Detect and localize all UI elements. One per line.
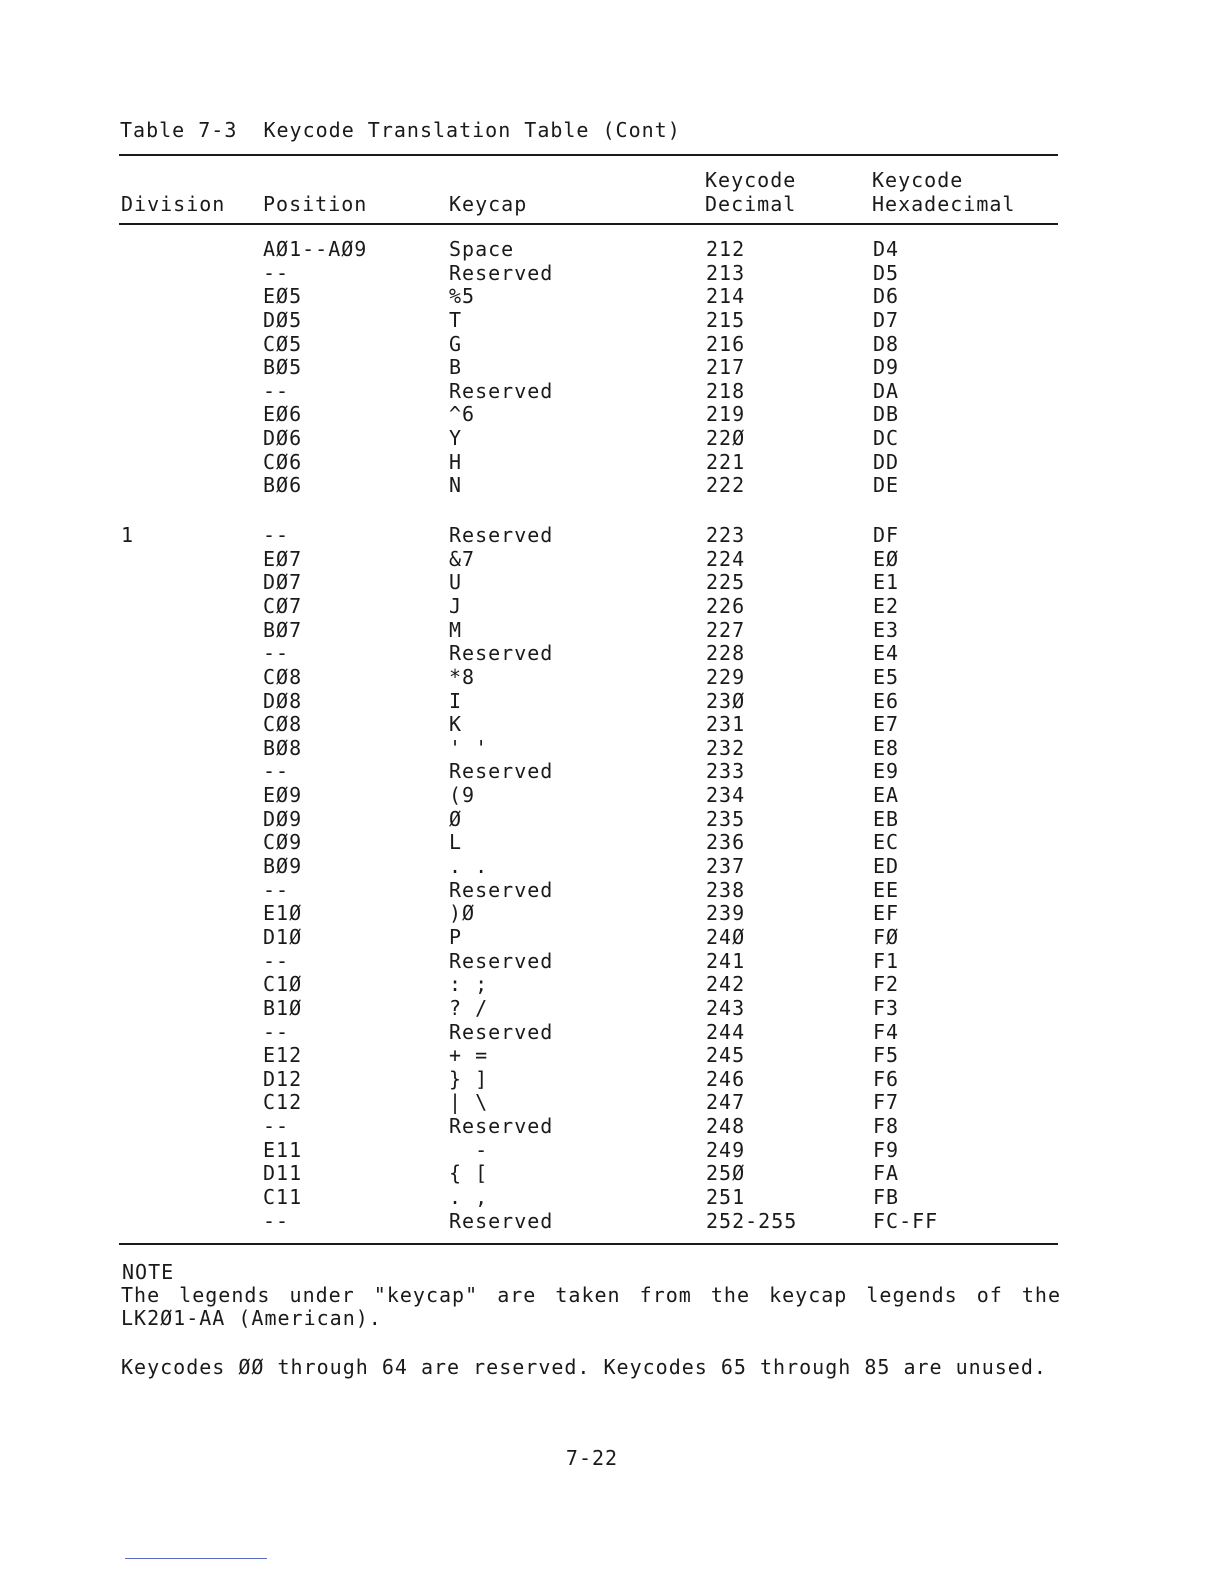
cell-decimal: 241: [706, 948, 746, 973]
cell-decimal: 227: [706, 617, 746, 642]
cell-position: BØ5: [263, 355, 303, 380]
cell-keycap: M: [449, 617, 463, 642]
cell-hex: E9: [873, 759, 900, 784]
table-row: [0, 1186, 1224, 1210]
cell-decimal: 215: [706, 307, 746, 332]
cell-hex: E1: [873, 570, 900, 595]
cell-decimal: 251: [706, 1184, 746, 1209]
cell-position: BØ9: [263, 854, 303, 879]
table-row: [0, 1091, 1224, 1115]
table-row: [0, 595, 1224, 619]
cell-position: B1Ø: [263, 995, 303, 1020]
table-row: [0, 760, 1224, 784]
cell-position: CØ8: [263, 664, 303, 689]
table-row: [0, 1162, 1224, 1186]
cell-keycap: Y: [449, 426, 463, 451]
cell-position: CØ7: [263, 593, 303, 618]
cell-hex: EA: [873, 783, 900, 808]
table-row: [0, 950, 1224, 974]
cell-hex: DA: [873, 378, 900, 403]
cell-position: DØ5: [263, 307, 303, 332]
cell-decimal: 244: [706, 1019, 746, 1044]
cell-hex: EC: [873, 830, 900, 855]
table-row: [0, 666, 1224, 690]
cell-position: --: [263, 378, 290, 403]
table-row: [0, 737, 1224, 761]
cell-decimal: 24Ø: [706, 924, 746, 949]
cell-keycap: H: [449, 449, 463, 474]
cell-decimal: 239: [706, 901, 746, 926]
cell-decimal: 214: [706, 284, 746, 309]
cell-keycap: Reserved: [449, 378, 554, 403]
cell-keycap: Reserved: [449, 260, 554, 285]
cell-decimal: 217: [706, 355, 746, 380]
cell-position: D1Ø: [263, 924, 303, 949]
cell-keycap: *8: [449, 664, 476, 689]
cell-decimal: 252-255: [706, 1208, 798, 1233]
cell-hex: F8: [873, 1114, 900, 1139]
cell-hex: DF: [873, 523, 900, 548]
table-row: [0, 879, 1224, 903]
cell-decimal: 229: [706, 664, 746, 689]
cell-keycap: P: [449, 924, 463, 949]
table-row: [0, 902, 1224, 926]
cell-decimal: 213: [706, 260, 746, 285]
cell-decimal: 247: [706, 1090, 746, 1115]
cell-keycap: N: [449, 473, 463, 498]
cell-decimal: 25Ø: [706, 1161, 746, 1186]
cell-division: 1: [121, 523, 135, 548]
header-keycap: Keycap: [449, 192, 528, 216]
cell-keycap: } ]: [449, 1066, 489, 1091]
cell-position: EØ5: [263, 284, 303, 309]
cell-keycap: -: [449, 1137, 489, 1162]
cell-decimal: 23Ø: [706, 688, 746, 713]
cell-position: C11: [263, 1184, 303, 1209]
table-row: [0, 713, 1224, 737]
cell-keycap: I: [449, 688, 463, 713]
table-row: [0, 1115, 1224, 1139]
cell-position: CØ5: [263, 331, 303, 356]
cell-hex: F1: [873, 948, 900, 973]
cell-decimal: 224: [706, 546, 746, 571]
table-row: [0, 690, 1224, 714]
cell-hex: D4: [873, 237, 900, 261]
cell-hex: F7: [873, 1090, 900, 1115]
cell-hex: F4: [873, 1019, 900, 1044]
cell-decimal: 219: [706, 402, 746, 427]
cell-position: D12: [263, 1066, 303, 1091]
cell-position: --: [263, 523, 290, 548]
table-body: [0, 238, 1224, 1233]
cell-position: AØ1--AØ9: [263, 237, 368, 261]
cell-hex: E6: [873, 688, 900, 713]
cell-keycap: Reserved: [449, 759, 554, 784]
cell-hex: ED: [873, 854, 900, 879]
cell-position: CØ8: [263, 712, 303, 737]
cell-keycap: J: [449, 593, 463, 618]
cell-decimal: 222: [706, 473, 746, 498]
table-row: [0, 309, 1224, 333]
cell-hex: F2: [873, 972, 900, 997]
table-row: [0, 403, 1224, 427]
cell-keycap: ^6: [449, 402, 476, 427]
cell-position: DØ9: [263, 806, 303, 831]
table-top-rule: [119, 154, 1058, 156]
cell-hex: E3: [873, 617, 900, 642]
cell-decimal: 231: [706, 712, 746, 737]
table-row: [0, 238, 1224, 262]
cell-hex: E8: [873, 735, 900, 760]
cell-hex: F5: [873, 1043, 900, 1068]
cell-position: --: [263, 877, 290, 902]
cell-keycap: { [: [449, 1161, 489, 1186]
cell-keycap: %5: [449, 284, 476, 309]
note-paragraph-1: The legends under "keycap" are taken from the keycap legends of the LK2Ø1-AA (American).: [121, 1283, 1061, 1330]
cell-position: E1Ø: [263, 901, 303, 926]
table-row: [0, 619, 1224, 643]
cell-keycap: Reserved: [449, 877, 554, 902]
cell-position: DØ6: [263, 426, 303, 451]
cell-hex: EB: [873, 806, 900, 831]
cell-decimal: 245: [706, 1043, 746, 1068]
cell-keycap: (9: [449, 783, 476, 808]
cell-position: BØ6: [263, 473, 303, 498]
cell-hex: DD: [873, 449, 900, 474]
cell-keycap: ' ': [449, 735, 489, 760]
cell-decimal: 246: [706, 1066, 746, 1091]
cell-decimal: 243: [706, 995, 746, 1020]
cell-keycap: Space: [449, 237, 515, 261]
header-decimal-line1: Keycode: [705, 168, 797, 192]
cell-decimal: 249: [706, 1137, 746, 1162]
table-bottom-rule: [119, 1243, 1058, 1245]
cell-keycap: | \: [449, 1090, 489, 1115]
table-row: [0, 524, 1224, 548]
cell-position: BØ8: [263, 735, 303, 760]
table-row: [0, 548, 1224, 572]
cell-keycap: T: [449, 307, 463, 332]
header-hex-line2: Hexadecimal: [872, 192, 1016, 216]
cell-decimal: 234: [706, 783, 746, 808]
cell-keycap: Reserved: [449, 1114, 554, 1139]
cell-hex: F9: [873, 1137, 900, 1162]
cell-hex: DC: [873, 426, 900, 451]
table-row: [0, 1139, 1224, 1163]
header-division: Division: [121, 192, 226, 216]
cell-decimal: 225: [706, 570, 746, 595]
bottom-edge-line: [125, 1558, 267, 1559]
cell-hex: E4: [873, 641, 900, 666]
cell-keycap: Reserved: [449, 1019, 554, 1044]
cell-keycap: G: [449, 331, 463, 356]
cell-position: --: [263, 759, 290, 784]
table-header-rule: [119, 223, 1058, 225]
cell-hex: FC-FF: [873, 1208, 939, 1233]
cell-position: DØ8: [263, 688, 303, 713]
cell-position: CØ9: [263, 830, 303, 855]
cell-position: CØ6: [263, 449, 303, 474]
cell-hex: E7: [873, 712, 900, 737]
table-row: [0, 1044, 1224, 1068]
table-row: [0, 427, 1224, 451]
table-row: [0, 474, 1224, 498]
cell-keycap: L: [449, 830, 463, 855]
cell-hex: EE: [873, 877, 900, 902]
cell-position: --: [263, 1114, 290, 1139]
cell-position: --: [263, 948, 290, 973]
cell-position: E11: [263, 1137, 303, 1162]
header-decimal-line2: Decimal: [705, 192, 797, 216]
cell-keycap: : ;: [449, 972, 489, 997]
cell-keycap: . .: [449, 854, 489, 879]
cell-position: BØ7: [263, 617, 303, 642]
cell-decimal: 216: [706, 331, 746, 356]
cell-keycap: B: [449, 355, 463, 380]
cell-keycap: Reserved: [449, 948, 554, 973]
cell-decimal: 238: [706, 877, 746, 902]
cell-hex: EØ: [873, 546, 900, 571]
cell-decimal: 248: [706, 1114, 746, 1139]
cell-decimal: 223: [706, 523, 746, 548]
table-row: [0, 1210, 1224, 1234]
cell-hex: D8: [873, 331, 900, 356]
cell-position: --: [263, 1208, 290, 1233]
cell-decimal: 237: [706, 854, 746, 879]
table-row: [0, 855, 1224, 879]
cell-decimal: 212: [706, 237, 746, 261]
cell-position: C12: [263, 1090, 303, 1115]
cell-keycap: )Ø: [449, 901, 476, 926]
cell-hex: EF: [873, 901, 900, 926]
cell-hex: DB: [873, 402, 900, 427]
table-row: [0, 973, 1224, 997]
cell-hex: FB: [873, 1184, 900, 1209]
table-row: [0, 1021, 1224, 1045]
cell-keycap: &7: [449, 546, 476, 571]
cell-hex: D7: [873, 307, 900, 332]
table-caption: Table 7-3 Keycode Translation Table (Cont): [120, 118, 681, 142]
cell-hex: D5: [873, 260, 900, 285]
cell-decimal: 228: [706, 641, 746, 666]
table-row: [0, 285, 1224, 309]
cell-position: --: [263, 1019, 290, 1044]
cell-position: DØ7: [263, 570, 303, 595]
cell-decimal: 232: [706, 735, 746, 760]
table-row: [0, 333, 1224, 357]
cell-position: D11: [263, 1161, 303, 1186]
cell-position: C1Ø: [263, 972, 303, 997]
table-row: [0, 997, 1224, 1021]
cell-keycap: ? /: [449, 995, 489, 1020]
note-label: NOTE: [122, 1260, 175, 1284]
table-row: [0, 451, 1224, 475]
cell-keycap: U: [449, 570, 463, 595]
cell-decimal: 233: [706, 759, 746, 784]
cell-position: E12: [263, 1043, 303, 1068]
cell-hex: E5: [873, 664, 900, 689]
cell-keycap: Ø: [449, 806, 463, 831]
table-row: [0, 784, 1224, 808]
cell-decimal: 221: [706, 449, 746, 474]
cell-position: EØ6: [263, 402, 303, 427]
table-row: [0, 926, 1224, 950]
table-row: [0, 808, 1224, 832]
table-row: [0, 642, 1224, 666]
cell-keycap: Reserved: [449, 641, 554, 666]
cell-keycap: + =: [449, 1043, 489, 1068]
table-row: [0, 1068, 1224, 1092]
cell-position: --: [263, 641, 290, 666]
cell-hex: DE: [873, 473, 900, 498]
cell-keycap: Reserved: [449, 1208, 554, 1233]
cell-position: EØ9: [263, 783, 303, 808]
page-number: 7-22: [565, 1446, 619, 1470]
cell-hex: FØ: [873, 924, 900, 949]
cell-hex: D6: [873, 284, 900, 309]
header-position: Position: [263, 192, 368, 216]
cell-decimal: 218: [706, 378, 746, 403]
cell-decimal: 22Ø: [706, 426, 746, 451]
cell-decimal: 242: [706, 972, 746, 997]
cell-hex: D9: [873, 355, 900, 380]
cell-position: --: [263, 260, 290, 285]
note-paragraph-2: Keycodes ØØ through 64 are reserved. Keycodes 65 through 85 are unused.: [121, 1355, 1047, 1379]
cell-keycap: . ,: [449, 1184, 489, 1209]
table-row: [0, 262, 1224, 286]
cell-decimal: 235: [706, 806, 746, 831]
cell-hex: F3: [873, 995, 900, 1020]
cell-decimal: 236: [706, 830, 746, 855]
cell-keycap: K: [449, 712, 463, 737]
cell-hex: E2: [873, 593, 900, 618]
cell-hex: FA: [873, 1161, 900, 1186]
cell-keycap: Reserved: [449, 523, 554, 548]
table-row: [0, 831, 1224, 855]
table-row: [0, 571, 1224, 595]
cell-decimal: 226: [706, 593, 746, 618]
table-row: [0, 380, 1224, 404]
header-hex-line1: Keycode: [872, 168, 964, 192]
cell-hex: F6: [873, 1066, 900, 1091]
table-row: [0, 356, 1224, 380]
cell-position: EØ7: [263, 546, 303, 571]
